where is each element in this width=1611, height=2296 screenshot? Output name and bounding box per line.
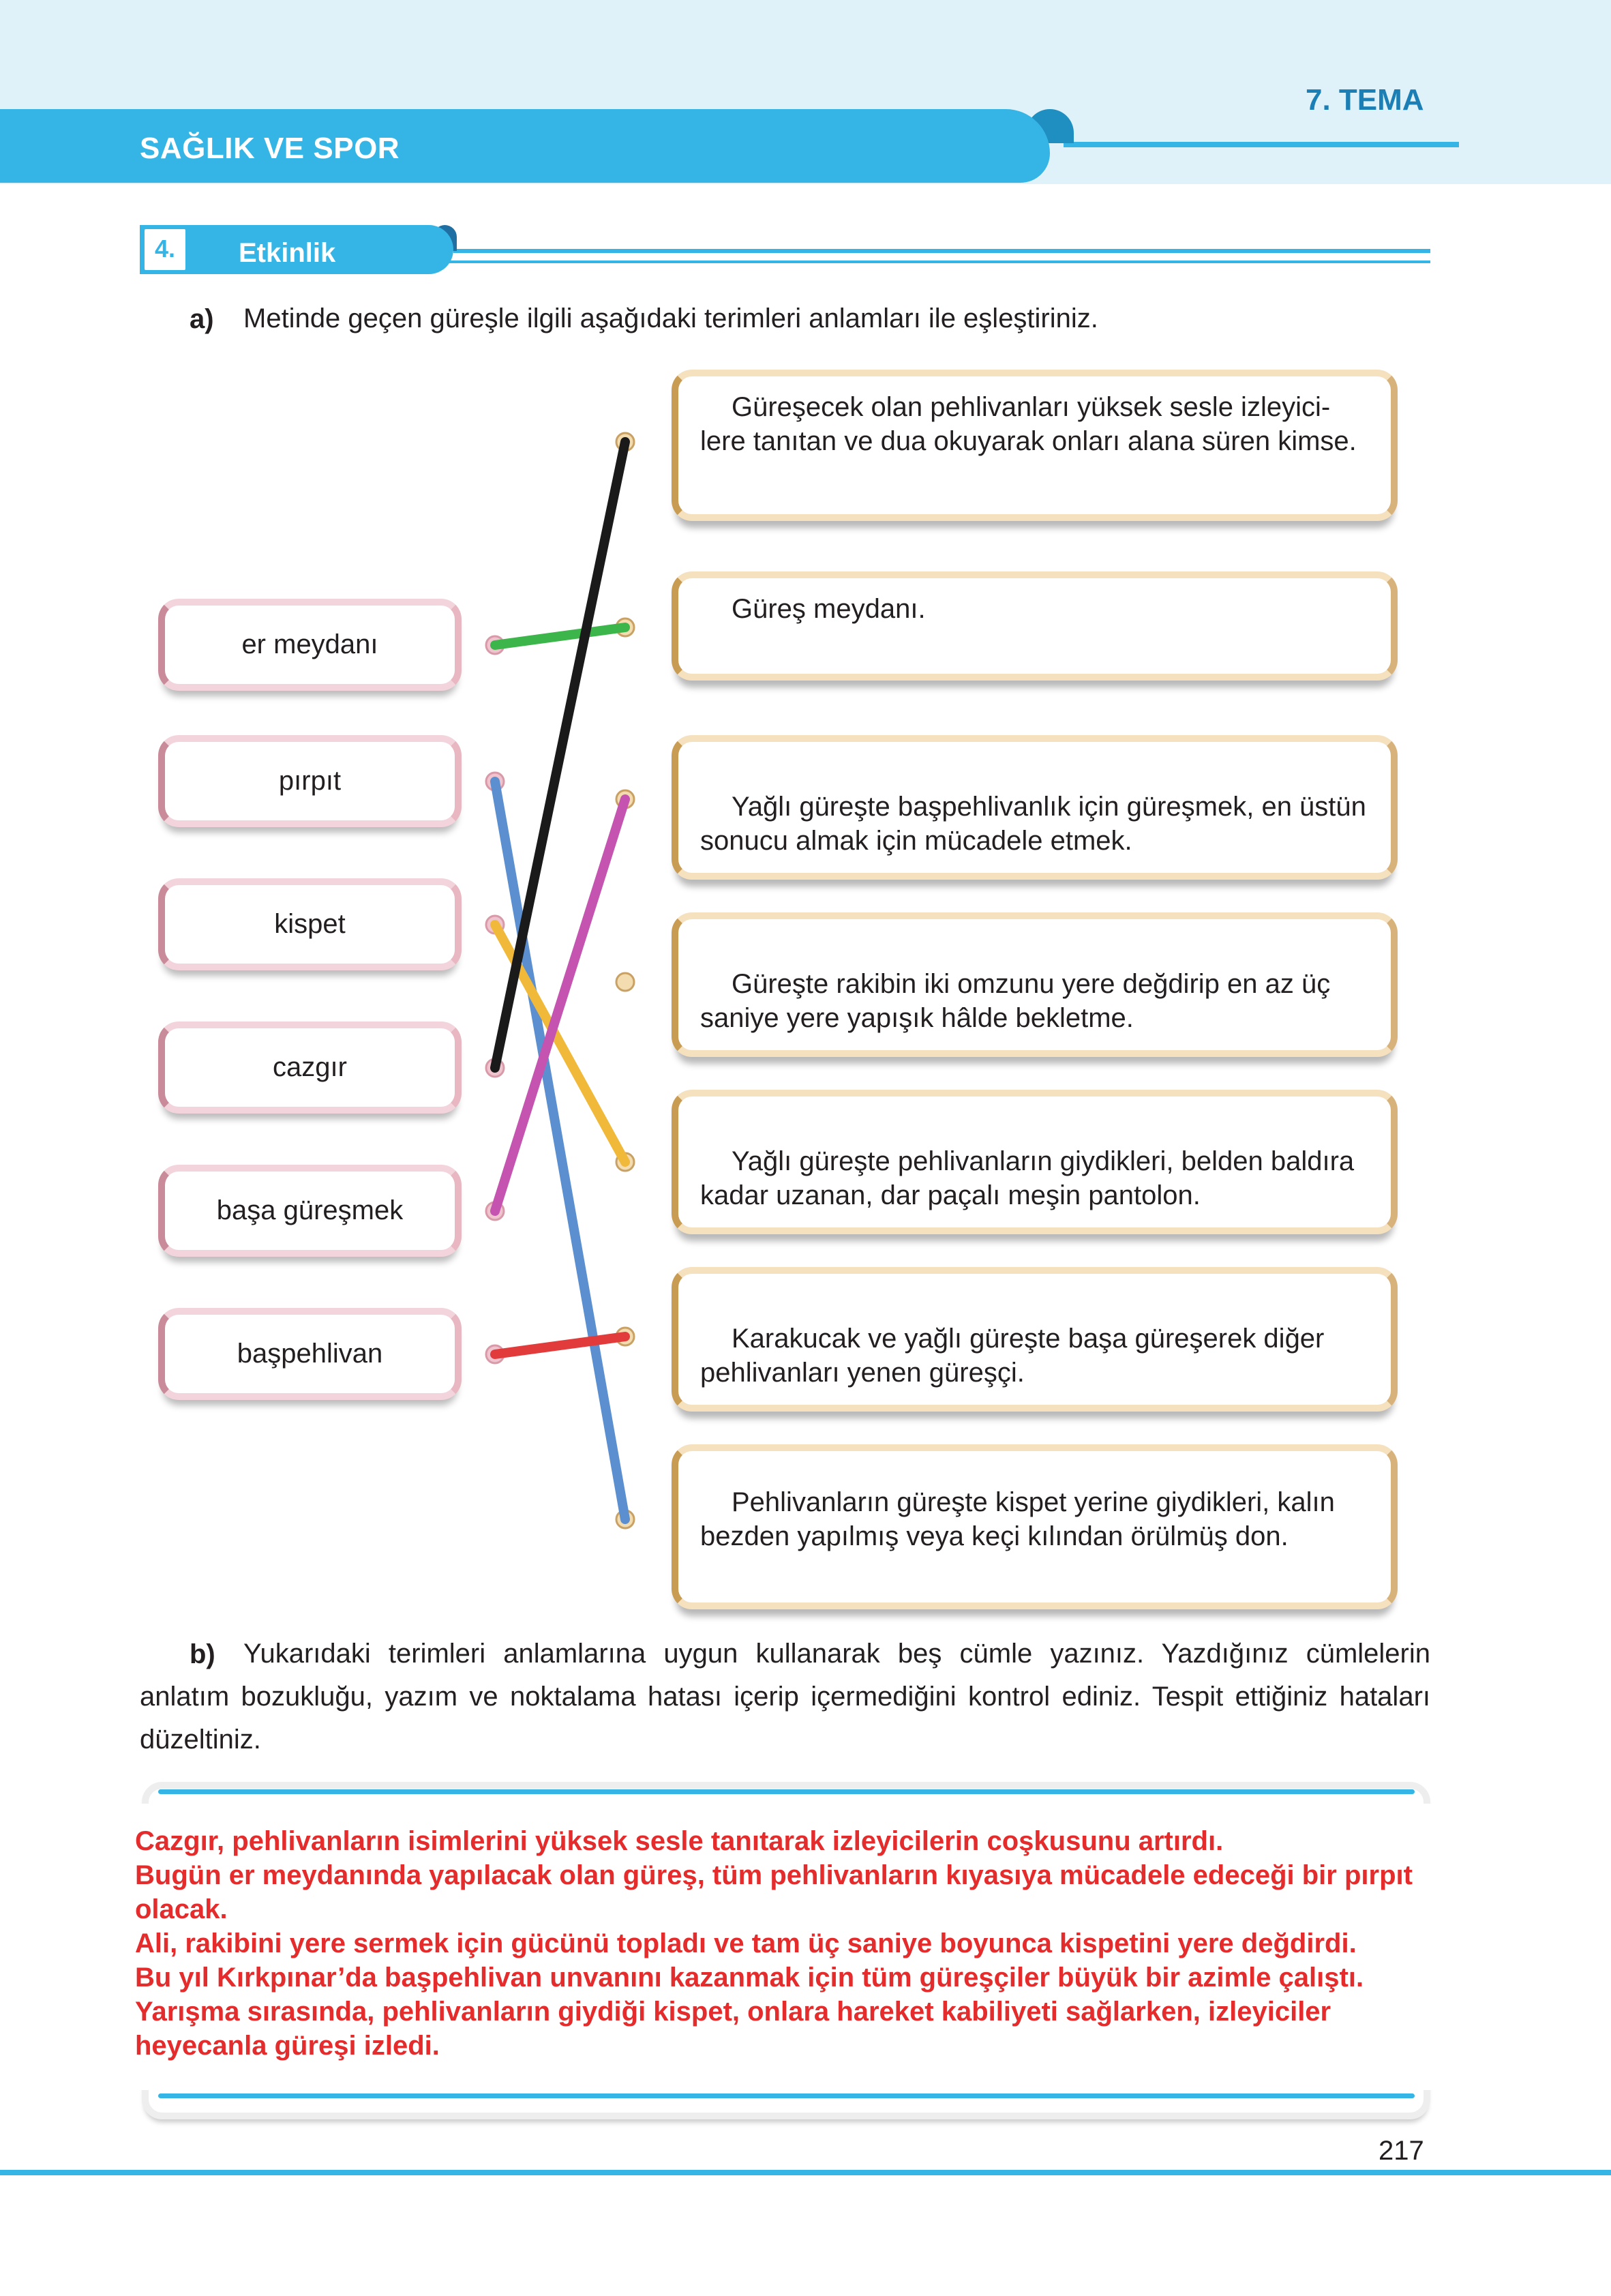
term-label: başpehlivan <box>237 1339 383 1369</box>
definition-connector-dot[interactable] <box>616 973 634 991</box>
answer-area-top-rule <box>158 1789 1415 1794</box>
definition-text: Güreş meydanı. <box>732 594 926 624</box>
answer-sentence: Ali, rakibini yere sermek için gücünü topladı ve tam üç saniye boyunca kispetini yere değdirdi. <box>135 1928 1357 1958</box>
definition-text: Güreşecek olan pehlivanları yüksek sesle izleyici-lere tanıtan ve dua okuyarak onları alana süren kimse. <box>700 392 1357 456</box>
answer-sentence: Bugün er meydanında yapılacak olan güreş, tüm pehlivanların kıyasıya mücadele edeceği bir pırpıt olacak. <box>135 1860 1413 1924</box>
page-number: 217 <box>1379 2136 1424 2166</box>
activity-label: Etkinlik <box>239 238 336 268</box>
term-label: kispet <box>274 909 346 939</box>
term-label: cazgır <box>273 1052 347 1082</box>
definition-text: Yağlı güreşte pehlivanların giydikleri, belden baldıra kadar uzanan, dar paçalı meşin pantolon. <box>700 1146 1355 1210</box>
part-b-label: b) <box>190 1639 215 1669</box>
answer-area-bottom-rule <box>158 2093 1415 2098</box>
answer-sentence: Cazgır, pehlivanların isimlerini yüksek sesle tanıtarak izleyicilerin coşkusunu artırdı. <box>135 1826 1224 1856</box>
answer-sentence: Bu yıl Kırkpınar’da başpehlivan unvanını kazanmak için tüm güreşçiler büyük bir azimle çalıştı. <box>135 1963 1364 1993</box>
term-label: başa güreşmek <box>216 1195 404 1225</box>
part-a-instruction: Metinde geçen güreşle ilgili aşağıdaki terimleri anlamları ile eşleştiriniz. <box>243 303 1098 333</box>
match-line[interactable] <box>495 627 625 645</box>
definition-text: Pehlivanların güreşte kispet yerine giydikleri, kalın bezden yapılmış veya keçi kılından örülmüş don. <box>700 1487 1335 1551</box>
section-title: SAĞLIK VE SPOR <box>140 132 400 165</box>
term-label: pırpıt <box>278 766 342 796</box>
footer-rule <box>0 2170 1611 2175</box>
part-b-instruction: Yukarıdaki terimleri anlamlarına uygun kullanarak beş cümle yazınız. Yazdığınız cümlelerin anlatım bozukluğu, yazım ve noktalama hatası içerip içermediğini kontrol ediniz. Tespit ettiğiniz hataları düzeltiniz. <box>140 1639 1430 1755</box>
activity-number: 4. <box>154 235 176 263</box>
match-line[interactable] <box>495 1337 625 1354</box>
definition-text: Karakucak ve yağlı güreşte başa güreşerek diğer pehlivanları yenen güreşçi. <box>700 1324 1325 1388</box>
theme-title: 7. TEMA <box>1306 83 1424 117</box>
answer-sentence: Yarışma sırasında, pehlivanların giydiği kispet, onlara hareket kabiliyeti sağlarken, izleyiciler heyecanla güreşi izledi. <box>135 1997 1331 2061</box>
match-line[interactable] <box>495 442 625 1068</box>
definition-text: Yağlı güreşte başpehlivanlık için güreşmek, en üstün sonucu almak için mücadele etmek. <box>700 792 1366 856</box>
answer-text <box>135 1824 1430 2063</box>
term-label: er meydanı <box>241 629 378 659</box>
part-a-label: a) <box>190 304 214 334</box>
definition-text: Güreşte rakibin iki omzunu yere değdirip en az üç saniye yere yapışık hâlde bekletme. <box>700 969 1331 1033</box>
